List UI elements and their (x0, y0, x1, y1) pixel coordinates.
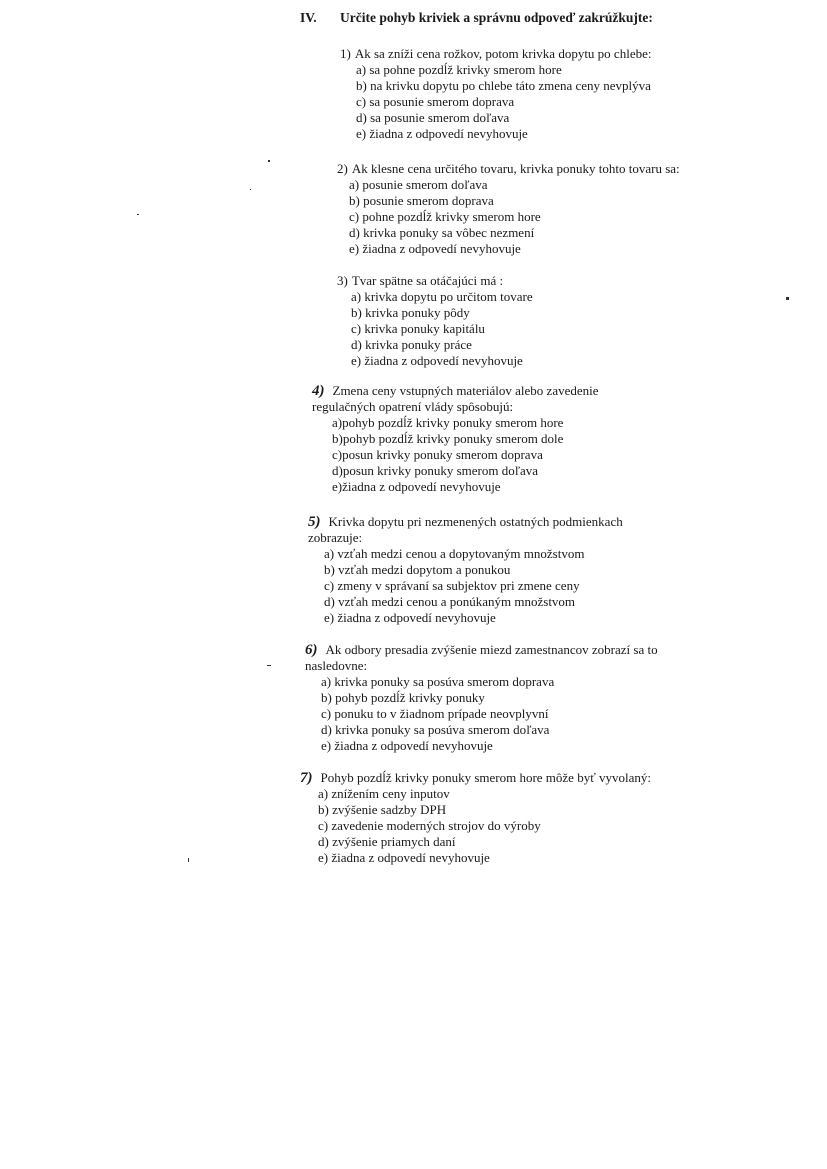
scan-speck (268, 160, 270, 162)
question-stem-continued: nasledovne: (305, 658, 368, 673)
answer-option-b[interactable]: b) na krivku dopytu po chlebe táto zmena ceny nevplýva (356, 78, 651, 93)
answer-option-e[interactable]: e) žiadna z odpovedí nevyhovuje (356, 126, 528, 141)
answer-option-b[interactable]: b) zvýšenie sadzby DPH (318, 802, 447, 817)
answer-option-c[interactable]: c) krivka ponuky kapitálu (351, 321, 485, 336)
answer-option-b[interactable]: b) krivka ponuky pôdy (351, 305, 470, 320)
question-stem: 6) Ak odbory presadia zvýšenie miezd zamestnancov zobrazí sa to (305, 642, 658, 658)
question-stem: 4) Zmena ceny vstupných materiálov alebo zavedenie (312, 383, 599, 399)
answer-options (300, 786, 651, 866)
answer-option-a[interactable]: a) krivka dopytu po určitom tovare (351, 289, 533, 304)
question-number: 1) (340, 46, 351, 61)
question-1 (340, 46, 651, 142)
answer-option-c[interactable]: c)posun krivky ponuky smerom doprava (332, 447, 543, 462)
answer-option-a[interactable]: a) vzťah medzi cenou a dopytovaným množstvom (324, 546, 585, 561)
answer-option-d[interactable]: d) zvýšenie priamych daní (318, 834, 456, 849)
question-stem: 3) Tvar spätne sa otáčajúci má : (337, 273, 504, 288)
answer-option-c[interactable]: c) sa posunie smerom doprava (356, 94, 515, 109)
question-7 (300, 770, 651, 866)
scan-speck (188, 858, 189, 862)
answer-option-d[interactable]: d) krivka ponuky práce (351, 337, 472, 352)
scan-speck (250, 189, 251, 190)
question-number: 4) (312, 383, 325, 399)
answer-option-c[interactable]: c) zavedenie moderných strojov do výroby (318, 818, 541, 833)
answer-option-e[interactable]: e) žiadna z odpovedí nevyhovuje (324, 610, 496, 625)
answer-option-b[interactable]: b) pohyb pozdĺž krivky ponuky (321, 690, 485, 705)
question-number: 3) (337, 273, 348, 288)
question-3 (337, 273, 533, 369)
answer-option-e[interactable]: e) žiadna z odpovedí nevyhovuje (318, 850, 490, 865)
scan-speck (137, 214, 139, 215)
question-6 (305, 642, 707, 754)
section-title: Určite pohyb kriviek a správnu odpoveď zakrúžkujte: (340, 10, 653, 25)
answer-option-e[interactable]: e) žiadna z odpovedí nevyhovuje (321, 738, 493, 753)
answer-option-e[interactable]: e) žiadna z odpovedí nevyhovuje (351, 353, 523, 368)
section-number: IV. (300, 10, 317, 25)
answer-options (337, 177, 680, 257)
question-4 (312, 383, 712, 495)
answer-option-a[interactable]: a) znížením ceny inputov (318, 786, 450, 801)
question-2 (337, 161, 680, 257)
answer-option-c[interactable]: c) pohne pozdĺž krivky smerom hore (349, 209, 541, 224)
answer-option-d[interactable]: d) vzťah medzi cenou a ponúkaným množstvom (324, 594, 576, 609)
answer-options (312, 415, 712, 495)
answer-option-a[interactable]: a) krivka ponuky sa posúva smerom doprava (321, 674, 555, 689)
answer-option-c[interactable]: c) zmeny v správaní sa subjektov pri zmene ceny (324, 578, 580, 593)
scan-speck (786, 297, 789, 300)
answer-option-d[interactable]: d) sa posunie smerom doľava (356, 110, 510, 125)
answer-option-d[interactable]: d) krivka ponuky sa posúva smerom doľava (321, 722, 550, 737)
section-header (300, 10, 653, 26)
scan-speck (267, 665, 271, 666)
question-number: 5) (308, 514, 321, 530)
answer-option-a[interactable]: a)pohyb pozdĺž krivky ponuky smerom hore (332, 415, 564, 430)
answer-option-b[interactable]: b)pohyb pozdĺž krivky ponuky smerom dole (332, 431, 564, 446)
answer-option-e[interactable]: e)žiadna z odpovedí nevyhovuje (332, 479, 501, 494)
answer-option-a[interactable]: a) sa pohne pozdĺž krivky smerom hore (356, 62, 562, 77)
answer-option-b[interactable]: b) vzťah medzi dopytom a ponukou (324, 562, 511, 577)
answer-options (340, 62, 651, 142)
answer-option-d[interactable]: d) krivka ponuky sa vôbec nezmení (349, 225, 535, 240)
answer-option-d[interactable]: d)posun krivky ponuky smerom doľava (332, 463, 539, 478)
question-5 (308, 514, 710, 626)
answer-options (308, 546, 710, 626)
answer-option-b[interactable]: b) posunie smerom doprava (349, 193, 494, 208)
question-stem-continued: regulačných opatrení vlády spôsobujú: (312, 399, 514, 414)
answer-options (305, 674, 707, 754)
answer-option-e[interactable]: e) žiadna z odpovedí nevyhovuje (349, 241, 521, 256)
question-number: 7) (300, 770, 313, 786)
question-stem: 2) Ak klesne cena určitého tovaru, krivka ponuky tohto tovaru sa: (337, 161, 680, 176)
question-stem: 5) Krivka dopytu pri nezmenených ostatných podmienkach (308, 514, 623, 530)
answer-option-c[interactable]: c) ponuku to v žiadnom prípade neovplyvní (321, 706, 549, 721)
question-number: 2) (337, 161, 348, 176)
question-number: 6) (305, 642, 318, 658)
question-stem-continued: zobrazuje: (308, 530, 363, 545)
question-stem: 7) Pohyb pozdĺž krivky ponuky smerom hore môže byť vyvolaný: (300, 770, 652, 786)
question-stem: 1) Ak sa zníži cena rožkov, potom krivka dopytu po chlebe: (340, 46, 652, 61)
answer-option-a[interactable]: a) posunie smerom doľava (349, 177, 488, 192)
answer-options (337, 289, 533, 369)
